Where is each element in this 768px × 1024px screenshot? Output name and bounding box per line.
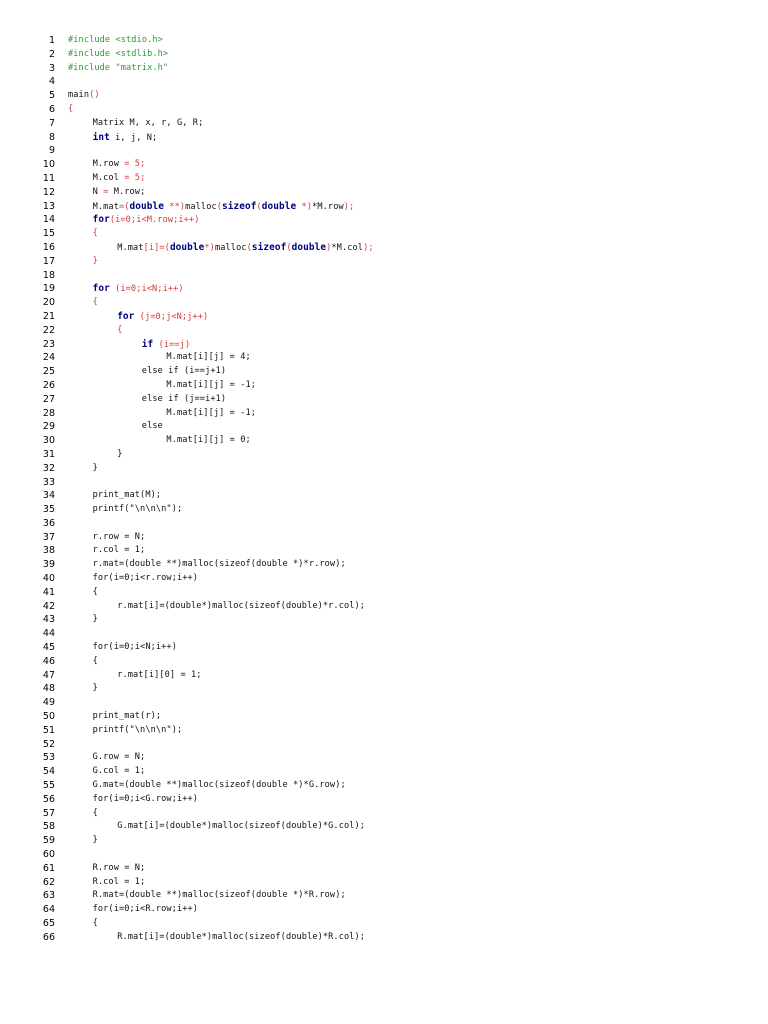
code-token: { [92, 297, 98, 308]
code-token: { [117, 324, 123, 335]
code-line [0, 296, 768, 310]
code-text [93, 917, 98, 931]
line-number: 39 [42, 559, 55, 571]
code-line [0, 393, 768, 407]
code-line [0, 379, 768, 393]
code-line [0, 131, 768, 145]
code-token: M.row; [108, 186, 146, 197]
code-token: M.row [92, 159, 125, 170]
code-token: *) [204, 242, 215, 253]
line-number: 24 [42, 352, 55, 364]
code-line [0, 434, 768, 448]
code-token: M.mat[i][j] = 4; [166, 352, 251, 363]
code-line [0, 144, 768, 158]
code-token: { [92, 586, 98, 597]
code-text [166, 434, 250, 448]
code-token: r.mat[i][0] = 1; [117, 669, 202, 680]
code-line [0, 641, 768, 655]
code-line [0, 172, 768, 186]
line-number: 46 [42, 655, 55, 667]
code-line [0, 917, 768, 931]
line-number: 8 [48, 131, 55, 143]
line-number: 15 [42, 228, 55, 240]
code-text [166, 379, 256, 393]
code-token: #include "matrix.h" [68, 62, 169, 73]
line-number: 57 [42, 807, 55, 819]
line-number: 21 [42, 310, 55, 322]
code-line [0, 158, 768, 172]
code-token: } [92, 255, 98, 266]
code-text [93, 186, 146, 200]
code-line [0, 544, 768, 558]
code-token: G.col = 1; [92, 766, 146, 777]
code-line [0, 420, 768, 434]
code-token: else [141, 421, 163, 432]
code-line [0, 448, 768, 462]
line-number: 34 [42, 490, 55, 502]
code-token: = 5; [124, 159, 146, 170]
code-text [93, 131, 158, 146]
code-token: M.mat[i][j] = -1; [166, 407, 257, 418]
code-token: (i=0;i<M.row;i++) [109, 215, 200, 226]
line-number: 29 [42, 421, 55, 433]
line-number: 50 [42, 711, 55, 723]
code-token: *M.row [312, 201, 344, 212]
code-line [0, 903, 768, 917]
code-text [93, 255, 98, 269]
code-token: for(i=0;i<r.row;i++) [92, 573, 199, 584]
line-number: 10 [42, 159, 55, 171]
code-token: for [92, 283, 110, 295]
code-text [93, 655, 98, 669]
line-number: 41 [42, 586, 55, 598]
code-text [142, 420, 163, 434]
code-token: R.mat[i]=(double*)malloc(sizeof(double)*R.col); [117, 931, 366, 942]
code-token: R.row = N; [92, 862, 146, 873]
code-token: double [261, 200, 297, 212]
code-line [0, 627, 768, 641]
code-token: } [117, 448, 123, 459]
code-line [0, 351, 768, 365]
line-number: 53 [42, 752, 55, 764]
line-number: 2 [48, 48, 55, 60]
code-token: double [291, 241, 327, 253]
code-line [0, 710, 768, 724]
code-text [93, 876, 146, 890]
code-line [0, 227, 768, 241]
code-text [93, 296, 98, 310]
line-number: 16 [42, 241, 55, 253]
line-number: 37 [42, 531, 55, 543]
code-token: ) [326, 242, 332, 253]
line-number: 38 [42, 545, 55, 557]
line-number: 9 [48, 145, 55, 157]
line-number: 58 [42, 821, 55, 833]
code-token: N [92, 186, 104, 197]
code-line [0, 48, 768, 62]
code-line [0, 200, 768, 214]
code-token: Matrix M, x, r, G, R; [92, 117, 204, 128]
code-text [93, 282, 184, 297]
line-number: 12 [42, 186, 55, 198]
code-token: #include <stdlib.h> [68, 48, 169, 59]
code-text [93, 158, 146, 172]
code-line [0, 282, 768, 296]
code-text [93, 751, 146, 765]
code-token: if [141, 338, 154, 350]
line-number: 33 [42, 476, 55, 488]
code-text [93, 682, 98, 696]
code-line [0, 600, 768, 614]
code-text [68, 89, 100, 103]
line-number: 47 [42, 669, 55, 681]
code-line [0, 531, 768, 545]
code-token: print_mat(r); [92, 711, 162, 722]
line-number: 61 [42, 862, 55, 874]
code-token: } [92, 614, 98, 625]
code-token: else if (i==j+1) [141, 366, 227, 377]
line-number: 4 [48, 76, 55, 88]
code-text [93, 489, 162, 503]
code-token: ); [343, 201, 355, 212]
code-token: printf("\n\n\n"); [92, 724, 183, 735]
code-line [0, 931, 768, 945]
code-line [0, 889, 768, 903]
code-text [117, 820, 365, 834]
line-number: 56 [42, 793, 55, 805]
code-token: = 5; [124, 172, 146, 183]
code-line [0, 738, 768, 752]
line-number: 63 [42, 890, 55, 902]
code-token: r.mat=(double **)malloc(sizeof(double *)*r.row); [92, 559, 346, 570]
code-line [0, 586, 768, 600]
code-token: malloc [214, 242, 247, 253]
line-number: 66 [42, 931, 55, 943]
code-token: else if (j==i+1) [141, 393, 227, 404]
code-line [0, 779, 768, 793]
code-line [0, 186, 768, 200]
code-text [68, 34, 163, 48]
line-number: 5 [48, 90, 55, 102]
code-text [93, 903, 198, 917]
code-line [0, 503, 768, 517]
code-line [0, 476, 768, 490]
code-token: sizeof [222, 200, 257, 212]
code-token: R.mat=(double **)malloc(sizeof(double *)*R.row); [92, 890, 346, 901]
line-number: 25 [42, 366, 55, 378]
code-line [0, 89, 768, 103]
line-number: 44 [42, 628, 55, 640]
code-line [0, 765, 768, 779]
code-token: M.col [92, 172, 125, 183]
code-text [93, 586, 98, 600]
code-token: } [92, 462, 98, 473]
code-token: ( [256, 201, 262, 212]
code-line [0, 213, 768, 227]
line-number: 13 [42, 200, 55, 212]
code-token: malloc [185, 201, 217, 212]
code-token: sizeof [251, 241, 287, 253]
code-token: ( [216, 201, 223, 212]
code-token: G.row = N; [92, 752, 146, 763]
code-line [0, 241, 768, 255]
code-line [0, 820, 768, 834]
code-text [93, 834, 98, 848]
code-line [0, 613, 768, 627]
code-line [0, 517, 768, 531]
code-text [68, 62, 168, 76]
line-number: 64 [42, 904, 55, 916]
code-text [93, 462, 98, 476]
line-number: 28 [42, 407, 55, 419]
code-text [93, 889, 346, 903]
code-token: #include <stdio.h> [68, 35, 163, 45]
code-text [93, 227, 98, 241]
code-line [0, 751, 768, 765]
code-text [117, 669, 201, 683]
code-text [93, 572, 198, 586]
line-number: 51 [42, 724, 55, 736]
code-line [0, 793, 768, 807]
code-text [68, 48, 168, 62]
code-text [117, 310, 208, 325]
code-token: M.mat[i][j] = -1; [166, 379, 257, 390]
code-token: double [129, 200, 164, 212]
code-token: for(i=0;i<N;i++) [92, 642, 177, 653]
code-line [0, 103, 768, 117]
line-number: 45 [42, 642, 55, 654]
code-line [0, 572, 768, 586]
code-token: *M.col [331, 242, 364, 253]
code-token: *) [296, 201, 313, 212]
code-token: ( [246, 242, 252, 253]
line-number: 26 [42, 379, 55, 391]
line-number: 30 [42, 435, 55, 447]
code-token: () [89, 90, 100, 101]
line-number: 43 [42, 614, 55, 626]
code-token: for(i=0;i<G.row;i++) [92, 793, 199, 804]
code-token: print_mat(M); [92, 490, 162, 501]
code-text [93, 558, 346, 572]
code-text [93, 779, 346, 793]
line-number: 32 [42, 462, 55, 474]
line-number: 20 [42, 297, 55, 309]
code-text [93, 807, 98, 821]
line-number: 19 [42, 283, 55, 295]
code-token: { [92, 655, 98, 666]
code-token: printf("\n\n\n"); [92, 504, 183, 515]
code-line [0, 34, 768, 48]
line-number: 3 [48, 62, 55, 74]
line-number: 27 [42, 393, 55, 405]
line-number: 62 [42, 876, 55, 888]
code-text [93, 710, 162, 724]
code-line [0, 365, 768, 379]
code-token: int [92, 131, 110, 143]
code-line [0, 655, 768, 669]
code-token: } [92, 835, 98, 846]
line-number: 18 [42, 269, 55, 281]
line-number: 31 [42, 448, 55, 460]
code-line [0, 117, 768, 131]
line-number: 55 [42, 780, 55, 792]
code-text [93, 862, 146, 876]
line-number: 36 [42, 517, 55, 529]
code-line [0, 848, 768, 862]
line-number: 65 [42, 918, 55, 929]
line-number: 7 [48, 117, 55, 129]
line-number: 40 [42, 573, 55, 585]
code-token: double [169, 241, 205, 253]
line-number: 42 [42, 600, 55, 612]
code-text [142, 338, 190, 353]
code-token: G.mat[i]=(double*)malloc(sizeof(double)*G.col); [117, 821, 366, 832]
code-line [0, 558, 768, 572]
code-text [93, 793, 198, 807]
code-text [93, 172, 146, 186]
code-token: for(i=0;i<R.row;i++) [92, 904, 199, 915]
line-number: 17 [42, 255, 55, 267]
line-number: 1 [48, 35, 55, 46]
code-text [93, 641, 177, 655]
code-line [0, 269, 768, 283]
line-number: 22 [42, 324, 55, 336]
code-token: } [92, 683, 98, 694]
code-token: r.col = 1; [92, 545, 146, 556]
code-token: (j=0;j<N;j++) [134, 311, 209, 322]
code-text [93, 117, 204, 131]
code-token: [i]=( [143, 242, 170, 253]
line-number: 35 [42, 504, 55, 516]
code-line [0, 724, 768, 738]
code-token: = [103, 186, 109, 197]
code-text [117, 241, 373, 256]
code-line [0, 862, 768, 876]
code-token: { [92, 228, 98, 239]
code-line [0, 807, 768, 821]
code-token: r.mat[i]=(double*)malloc(sizeof(double)*r.col); [117, 600, 366, 611]
code-line [0, 489, 768, 503]
code-line [0, 462, 768, 476]
code-token: M.mat[i][j] = 0; [166, 435, 251, 446]
code-line [0, 255, 768, 269]
code-line [0, 682, 768, 696]
code-line [0, 310, 768, 324]
code-line [0, 696, 768, 710]
line-number: 6 [48, 103, 55, 115]
code-line [0, 834, 768, 848]
code-token: for [117, 310, 135, 322]
line-number: 49 [42, 697, 55, 709]
code-line [0, 324, 768, 338]
code-line [0, 876, 768, 890]
code-text [93, 200, 355, 215]
code-token: for [92, 214, 110, 226]
code-text [68, 103, 73, 117]
code-token: (i=0;i<N;i++) [109, 284, 184, 295]
line-number: 52 [42, 738, 55, 750]
line-number: 59 [42, 835, 55, 847]
code-text [93, 531, 146, 545]
code-token: { [92, 807, 98, 818]
line-number: 11 [42, 172, 55, 184]
line-number: 48 [42, 683, 55, 695]
code-text [142, 393, 226, 407]
code-line [0, 62, 768, 76]
code-token: **) [164, 201, 186, 212]
line-number: 23 [42, 338, 55, 350]
code-text [166, 407, 256, 421]
code-token: =( [118, 201, 130, 212]
line-number: 54 [42, 766, 55, 778]
code-text [93, 765, 146, 779]
code-token: R.col = 1; [92, 876, 146, 887]
code-text [166, 351, 250, 365]
code-token: M.mat [117, 242, 144, 253]
code-line [0, 669, 768, 683]
code-token: M.mat [92, 201, 119, 212]
code-line [0, 407, 768, 421]
code-token: G.mat=(double **)malloc(sizeof(double *)*G.row); [92, 780, 346, 791]
code-text [117, 448, 122, 462]
code-text [117, 600, 365, 614]
code-text [117, 324, 122, 338]
line-number: 14 [42, 214, 55, 226]
code-token: { [92, 918, 98, 928]
code-token: (i==j) [153, 339, 191, 350]
code-text [93, 724, 183, 738]
code-text [93, 613, 98, 627]
code-token: main [68, 90, 90, 101]
code-token: { [68, 103, 74, 114]
code-text [142, 365, 226, 379]
code-listing [0, 34, 768, 945]
line-number: 60 [42, 849, 55, 861]
code-text [117, 931, 365, 945]
code-token: ); [363, 242, 374, 253]
code-token: ( [286, 242, 292, 253]
code-line [0, 338, 768, 352]
code-token: i, j, N; [109, 132, 158, 143]
code-line [0, 75, 768, 89]
code-text [93, 213, 200, 228]
code-text [93, 503, 183, 517]
code-text [93, 544, 146, 558]
code-token: r.row = N; [92, 531, 146, 542]
